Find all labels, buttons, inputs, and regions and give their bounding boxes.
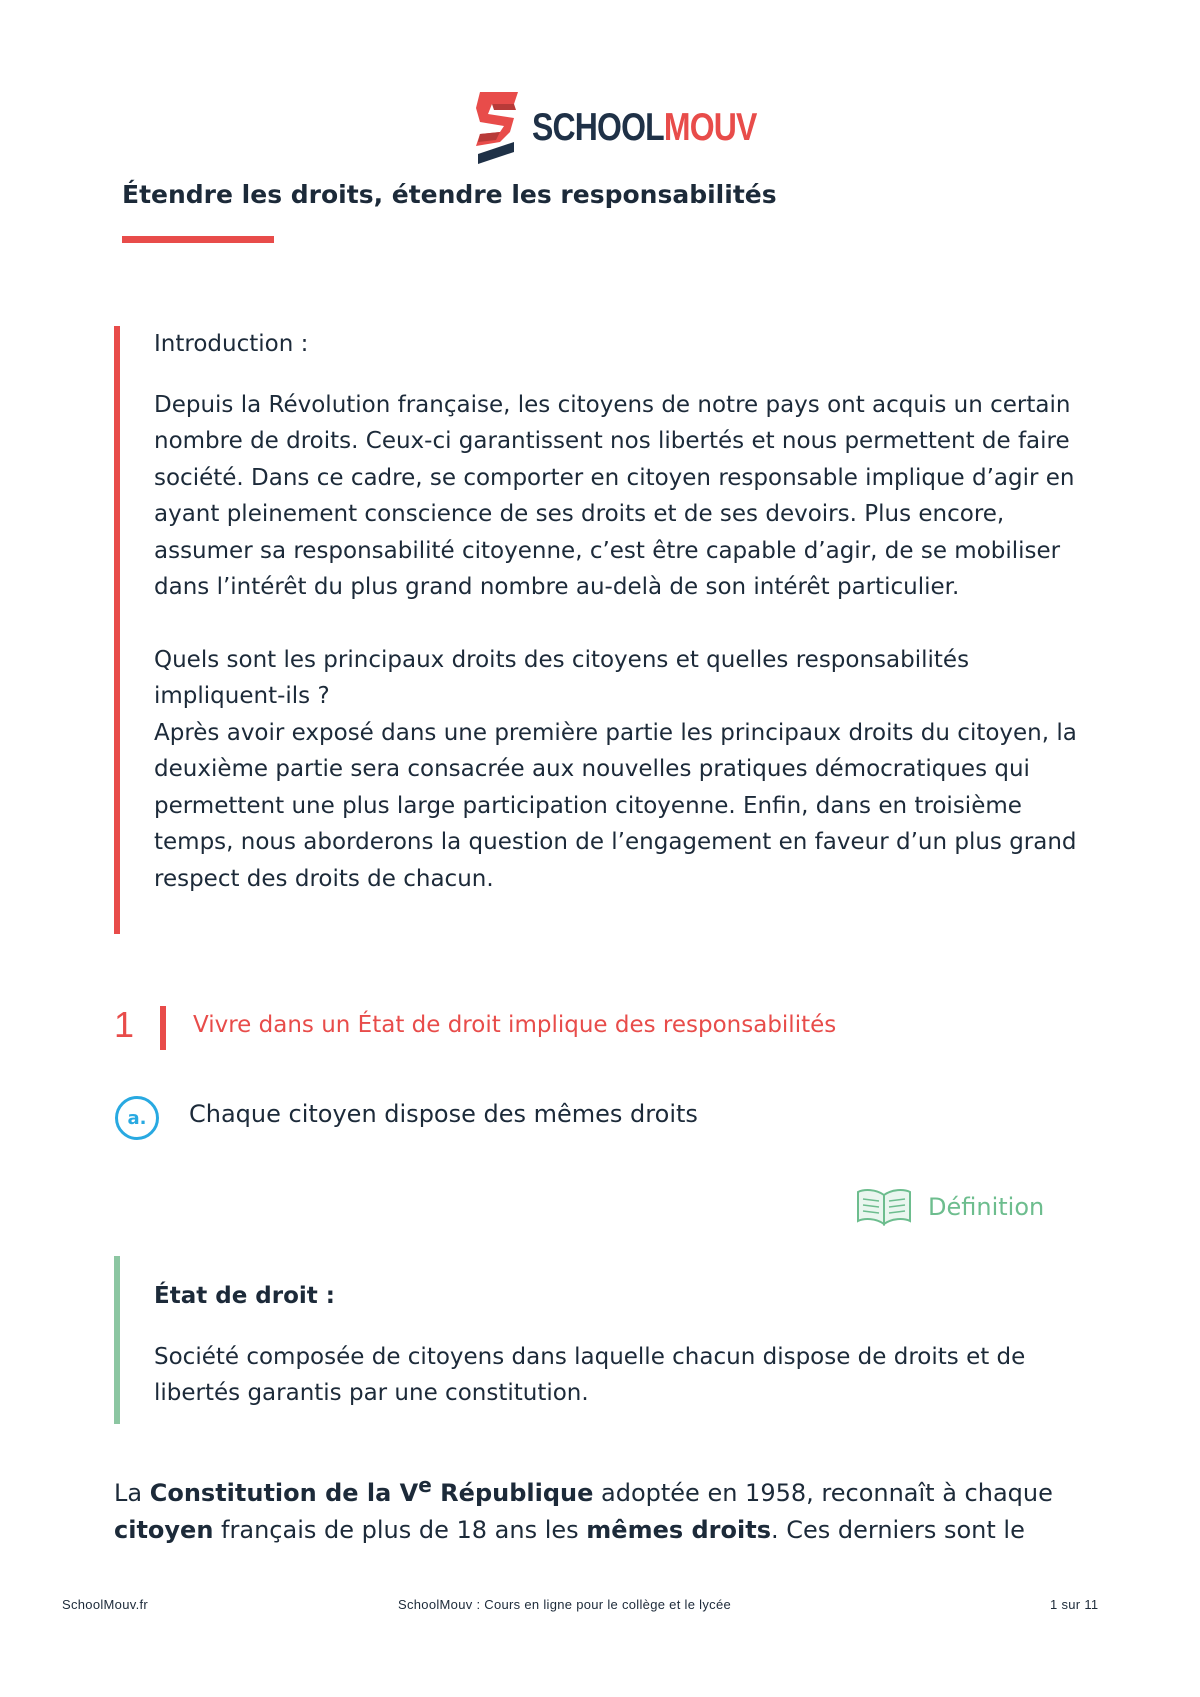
introduction-heading: Introduction : bbox=[154, 331, 309, 357]
page-title: Étendre les droits, étendre les responsabilités bbox=[122, 180, 777, 209]
memes-droits-term: mêmes droits bbox=[586, 1516, 771, 1544]
body-paragraph: La Constitution de la Ve République adoptée en 1958, reconnaît à chaque citoyen français de plus de 18 ans les mêmes droits. Ces derniers sont le bbox=[114, 1473, 1053, 1544]
section-number: 1 bbox=[114, 1004, 135, 1045]
constitution-term: Constitution de la Ve République bbox=[149, 1473, 594, 1507]
schoolmouv-logo bbox=[470, 88, 757, 170]
plan-paragraph: Après avoir exposé dans une première partie les principaux droits du citoyen, la deuxième partie sera consacrée aux nouvelles pratiques démocratiques qui permettent une plus large participation citoyenne. Enfin, dans en troisième temps, nous aborderons la question de l’engagement en faveur d’un plus grand respect des droits de chacun. bbox=[154, 719, 1077, 892]
subsection-title: Chaque citoyen dispose des mêmes droits bbox=[189, 1100, 698, 1128]
definition-label bbox=[854, 1187, 1044, 1227]
section-title: Vivre dans un État de droit implique des responsabilités bbox=[193, 1012, 837, 1038]
schoolmouv-s-logo-icon bbox=[470, 88, 526, 170]
footer-site: SchoolMouv.fr bbox=[62, 1597, 149, 1612]
footer-tagline: SchoolMouv : Cours en ligne pour le collège et le lycée bbox=[398, 1597, 732, 1612]
definition-label-text: Définition bbox=[928, 1193, 1045, 1221]
open-book-icon bbox=[854, 1187, 914, 1227]
introduction-box bbox=[114, 326, 1110, 934]
definition-box bbox=[114, 1256, 1110, 1424]
footer-page-number: 1 sur 11 bbox=[1050, 1597, 1099, 1612]
definition-term: État de droit : bbox=[154, 1283, 335, 1309]
subsection-badge: a. bbox=[115, 1096, 159, 1140]
citoyen-term: citoyen bbox=[114, 1516, 214, 1544]
logo-wordmark: SCHOOLMOUV bbox=[532, 106, 757, 149]
title-underline bbox=[122, 236, 274, 243]
section-separator bbox=[160, 1006, 166, 1050]
problem-question: Quels sont les principaux droits des citoyens et quelles responsabilités impliquent-ils ? bbox=[154, 646, 970, 709]
definition-text: Société composée de citoyens dans laquelle chacun dispose de droits et de libertés garantis par une constitution. bbox=[154, 1343, 1026, 1406]
introduction-paragraph: Depuis la Révolution française, les citoyens de notre pays ont acquis un certain nombre de droits. Ceux-ci garantissent nos libertés et nous permettent de faire société. Dans ce cadre, se comporter en citoyen responsable implique d’agir en ayant pleinement conscience de ses droits et de ses devoirs. Plus encore, assumer sa responsabilité citoyenne, c’est être capable d’agir, de se mobiliser dans l’intérêt du plus grand nombre au-delà de son intérêt particulier. bbox=[154, 391, 1075, 600]
